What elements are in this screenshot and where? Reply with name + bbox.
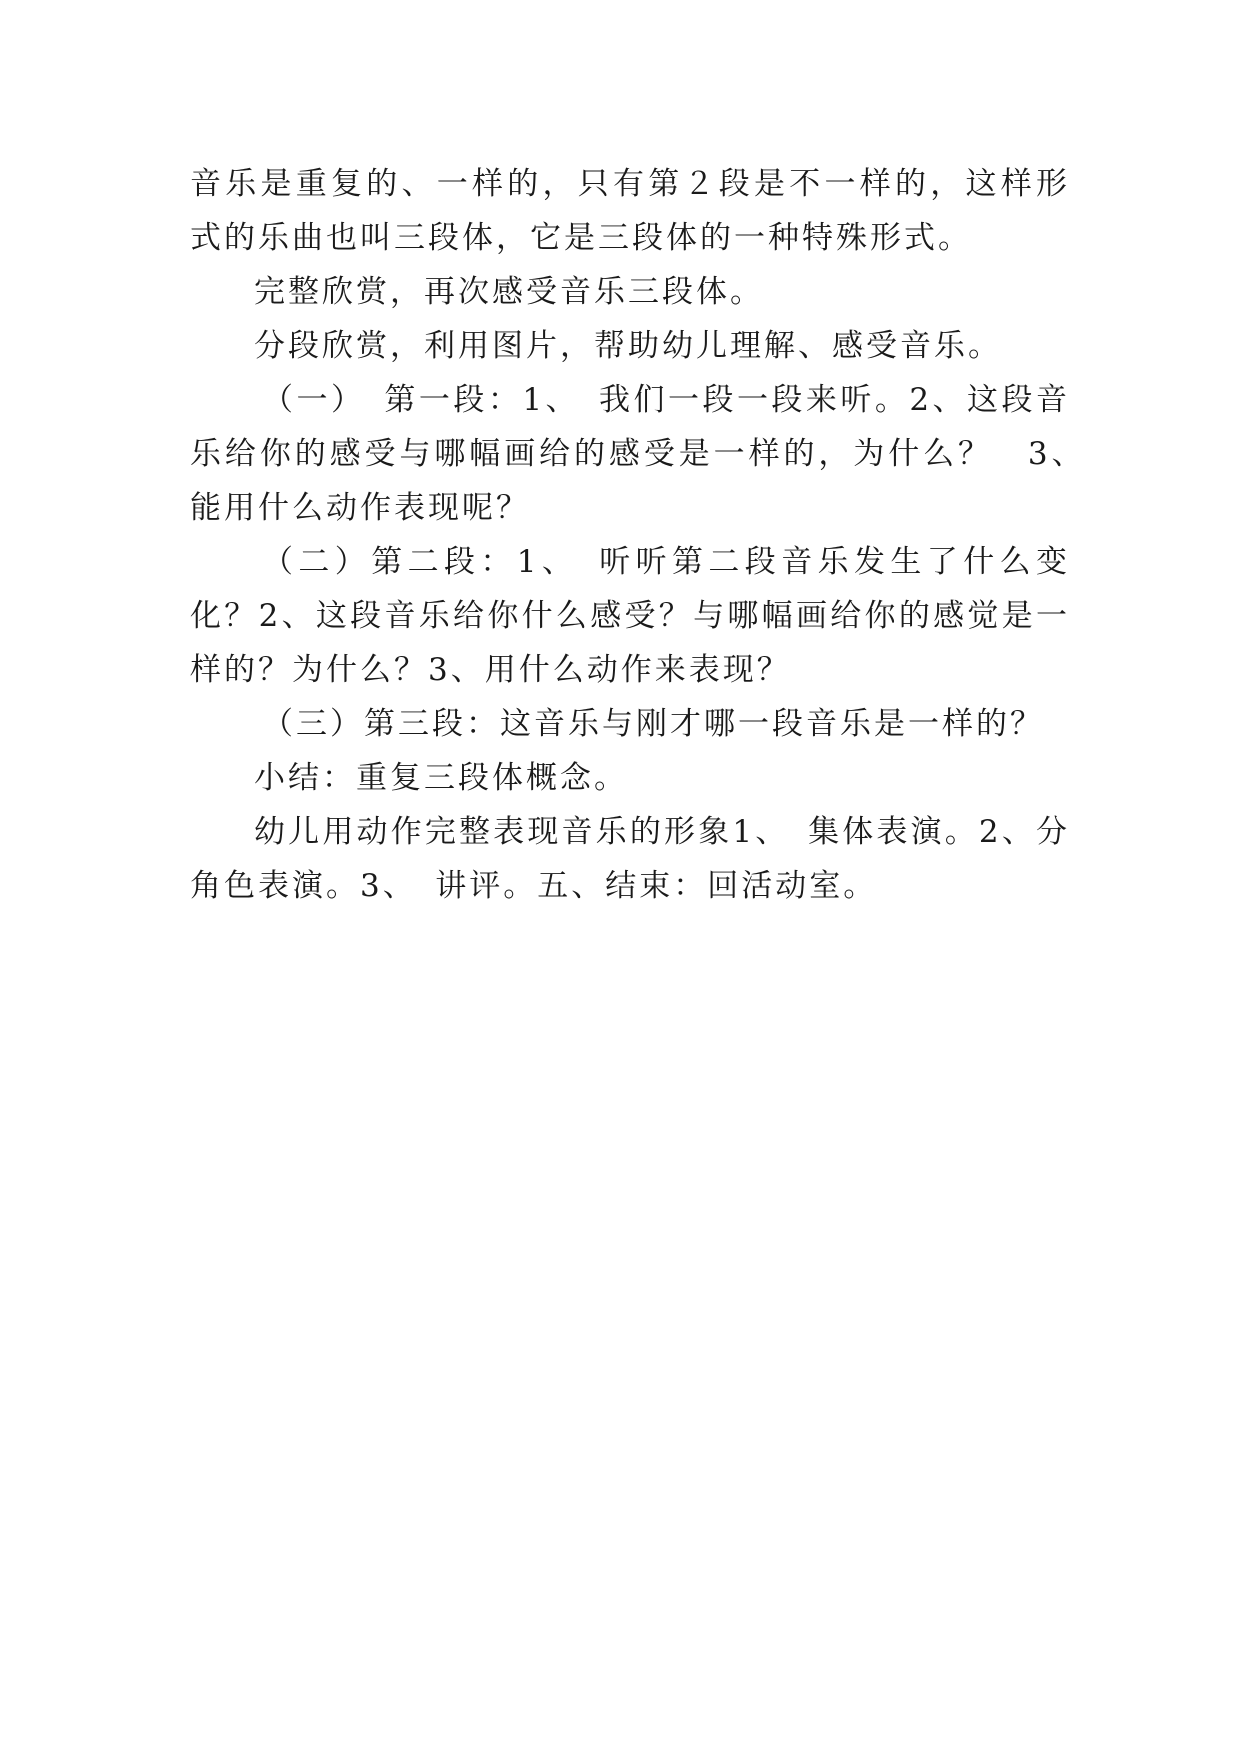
paragraph-section-two: （二）第二段：1、 听听第二段音乐发生了什么变化？2、这段音乐给你什么感受？与哪幅画给你的感觉是一样的？为什么？3、用什么动作来表现？ [190,544,1070,688]
paragraph-section-three: （三）第三段：这音乐与刚才哪一段音乐是一样的？ [262,706,1044,742]
paragraph-continuation: 音乐是重复的、一样的，只有第２段是不一样的，这样形式的乐曲也叫三段体，它是三段体的一种特殊形式。 [190,166,1070,256]
paragraph-section-one: （一） 第一段：1、 我们一段一段来听。2、这段音乐给你的感受与哪幅画给的感受是一样的，为什么？ 3、 能用什么动作表现呢？ [190,382,1104,526]
paragraph-full-listening: 完整欣赏，再次感受音乐三段体。 [254,274,764,310]
document-body [190,157,1104,913]
paragraph-section-listening: 分段欣赏，利用图片，帮助幼儿理解、感受音乐。 [254,328,1002,364]
paragraph-summary: 小结：重复三段体概念。 [254,760,628,796]
paragraph-performance: 幼儿用动作完整表现音乐的形象1、 集体表演。2、分角色表演。3、 讲评。五、结束：回活动室。 [190,814,1070,904]
